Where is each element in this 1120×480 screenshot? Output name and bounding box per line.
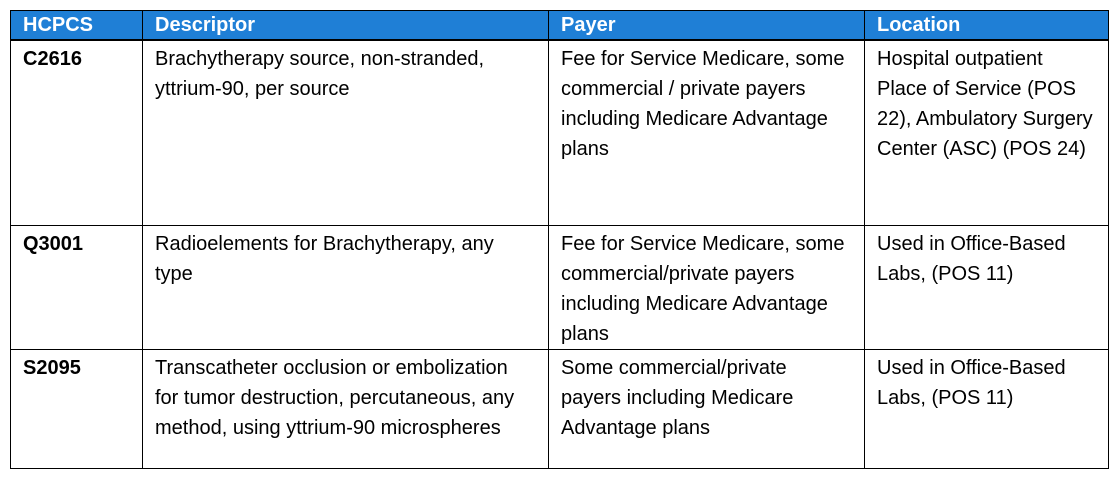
table-header-row: [11, 11, 1109, 41]
cell-code: Q3001: [11, 226, 143, 350]
cell-location: Used in Office-Based Labs, (POS 11): [865, 350, 1109, 469]
header-payer: Payer: [549, 11, 865, 41]
table-row: [11, 226, 1109, 350]
hcpcs-table: [10, 10, 1109, 469]
cell-location: Used in Office-Based Labs, (POS 11): [865, 226, 1109, 350]
cell-code: S2095: [11, 350, 143, 469]
header-hcpcs: HCPCS: [11, 11, 143, 41]
header-descriptor: Descriptor: [143, 11, 549, 41]
table-row: [11, 350, 1109, 469]
cell-payer: Fee for Service Medicare, some commercial / private payers including Medicare Advantage plans: [549, 40, 865, 226]
header-location: Location: [865, 11, 1109, 41]
cell-payer: Fee for Service Medicare, some commercial/private payers including Medicare Advantage plans: [549, 226, 865, 350]
cell-descriptor: Brachytherapy source, non-stranded, yttrium-90, per source: [143, 40, 549, 226]
cell-location: Hospital outpatient Place of Service (POS 22), Ambulatory Surgery Center (ASC) (POS 24): [865, 40, 1109, 226]
cell-code: C2616: [11, 40, 143, 226]
cell-descriptor: Transcatheter occlusion or embolization for tumor destruction, percutaneous, any method, using yttrium-90 microspheres: [143, 350, 549, 469]
cell-descriptor: Radioelements for Brachytherapy, any type: [143, 226, 549, 350]
table-row: [11, 40, 1109, 226]
cell-payer: Some commercial/private payers including Medicare Advantage plans: [549, 350, 865, 469]
